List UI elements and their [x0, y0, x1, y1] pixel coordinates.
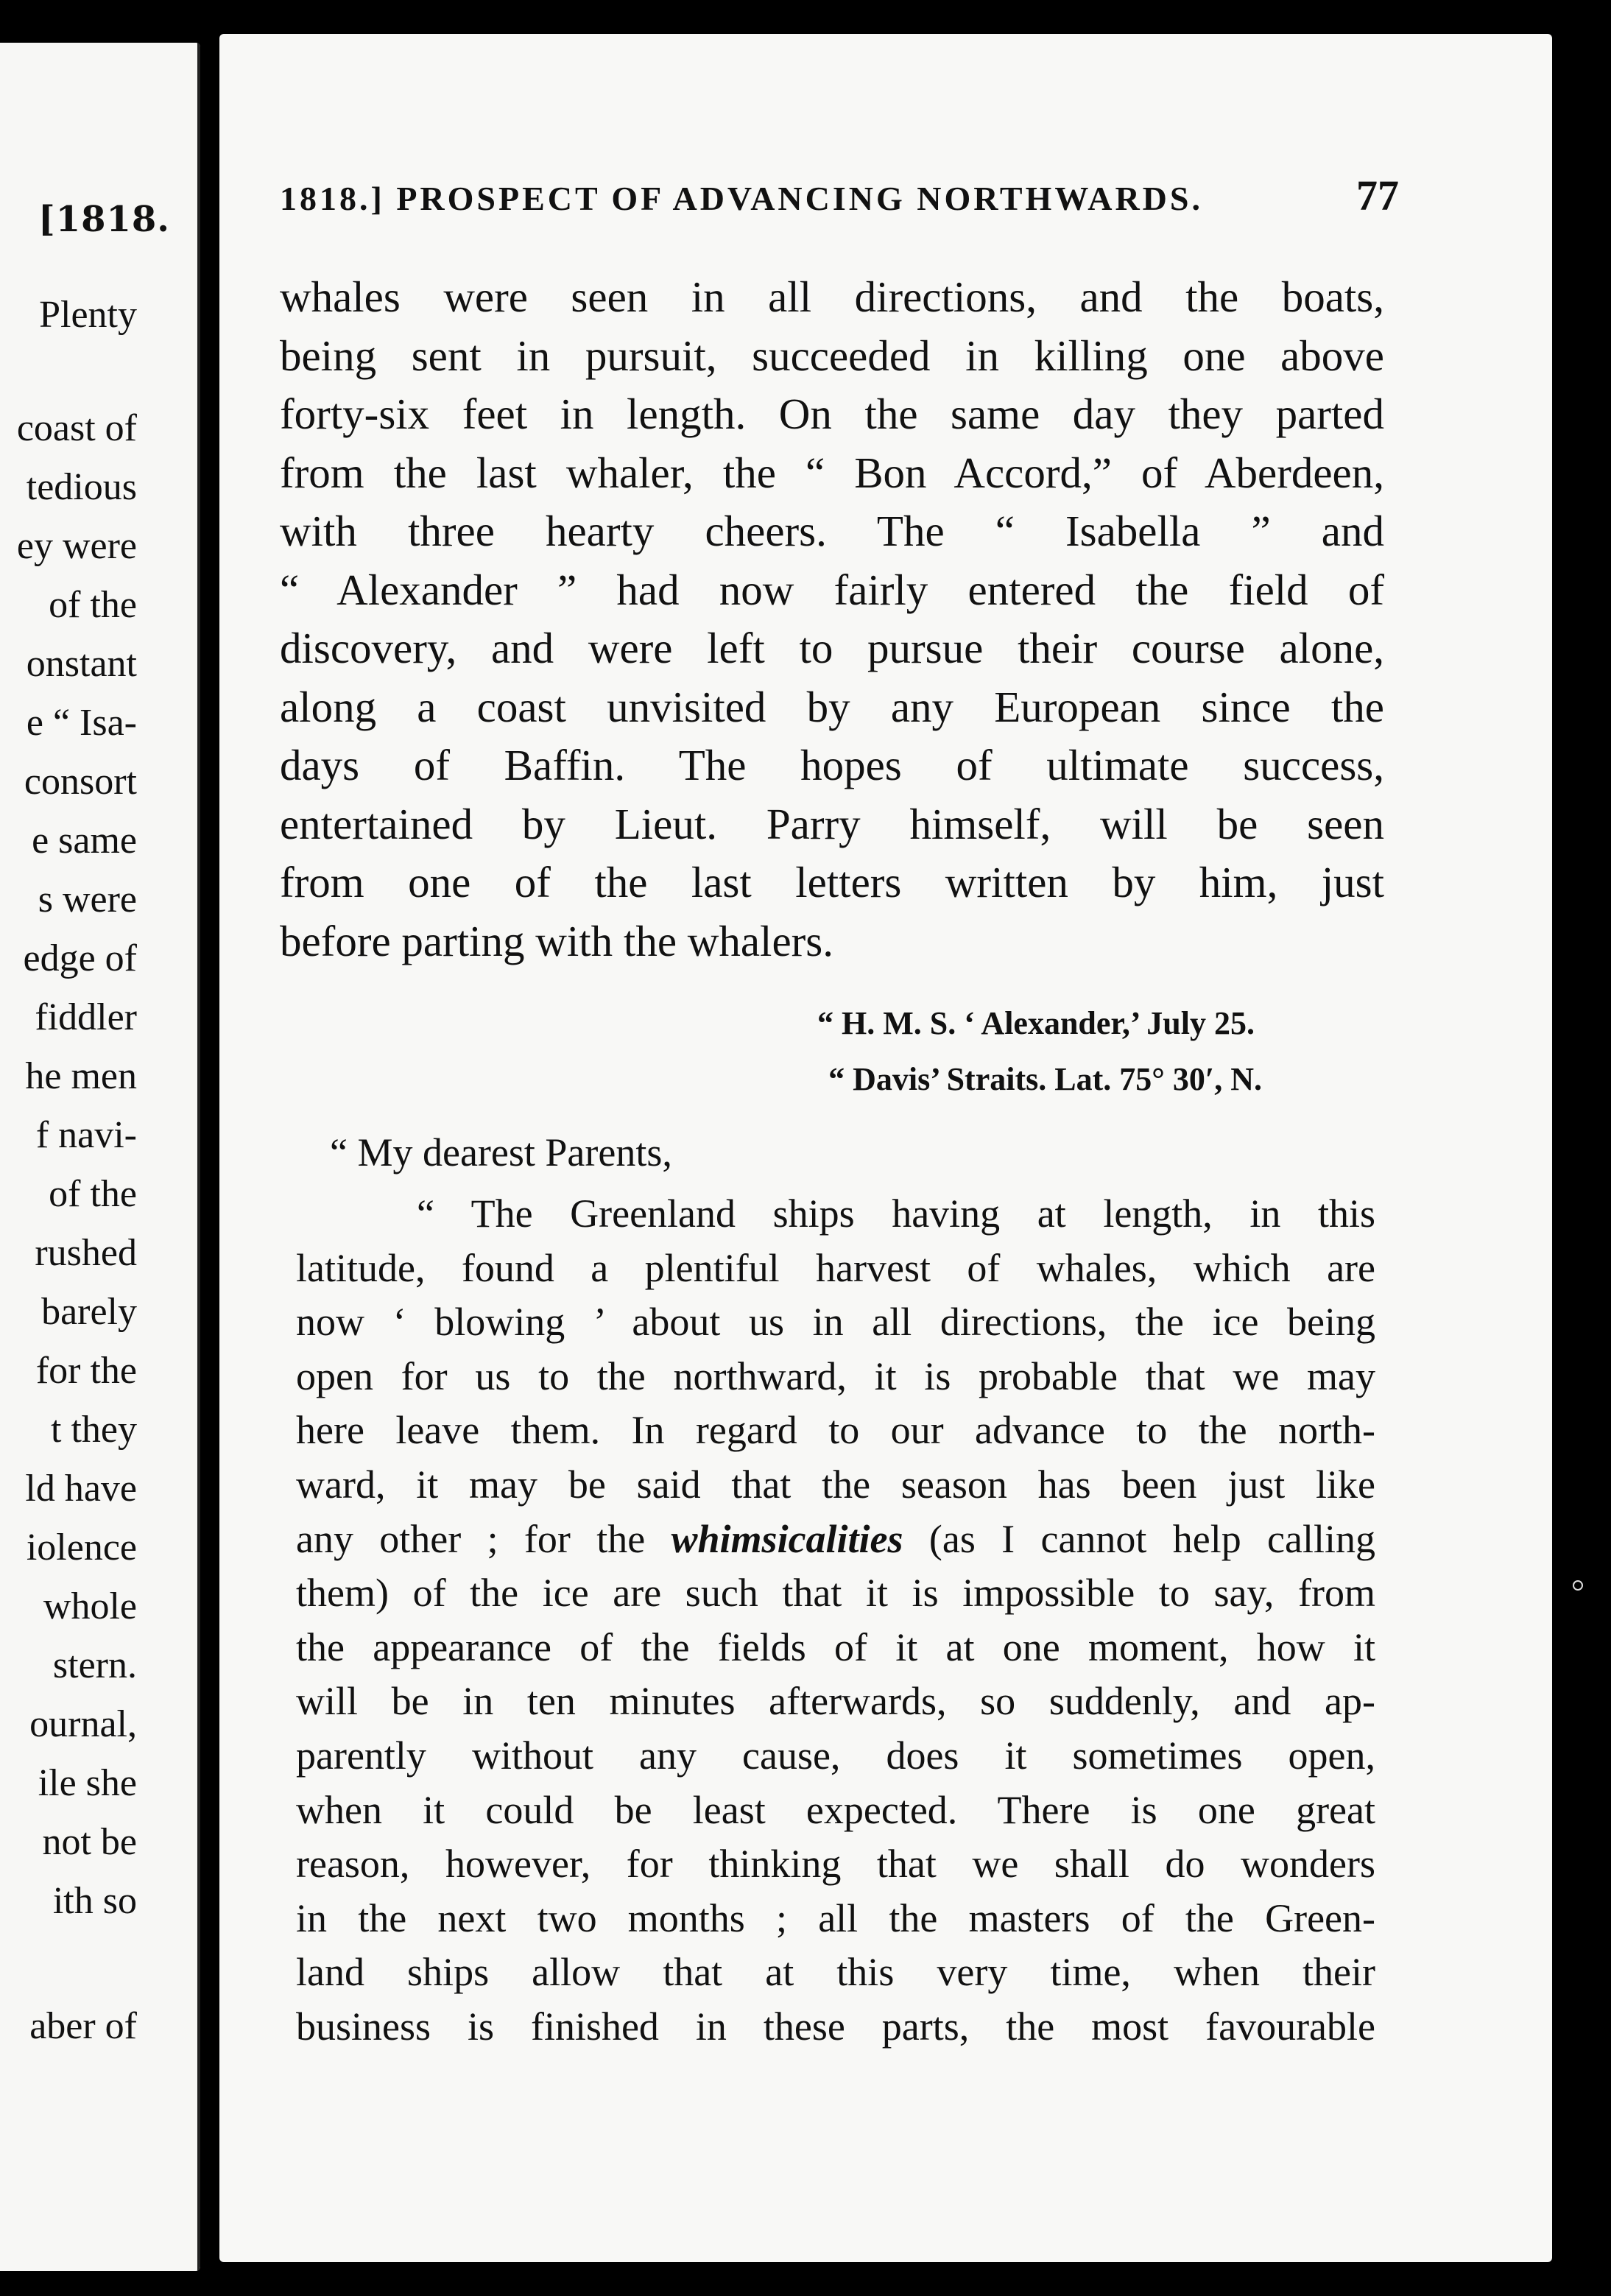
text-segment: any other ; for the [296, 1516, 646, 1561]
letter-dateline: “ H. M. S. ‘ Alexander,’ July 25. [817, 1005, 1255, 1041]
left-line: ournal, [29, 1703, 137, 1745]
narrative-paragraph [280, 268, 1384, 971]
left-line: iolence [26, 1526, 137, 1568]
left-line: aber of [29, 2005, 137, 2047]
text-line: from one of the last letters written by him, just [280, 858, 1384, 906]
letter-dateline: “ Davis’ Straits. Lat. 75° 30′, N. [828, 1061, 1262, 1097]
text-line: the appearance of the fields of it at one moment, how it [296, 1624, 1375, 1669]
left-line: he men [25, 1055, 137, 1097]
left-line: rushed [35, 1232, 137, 1274]
text-line: along a coast unvisited by any European since the [280, 682, 1384, 731]
left-line: whole [43, 1585, 137, 1627]
left-line: stern. [52, 1644, 137, 1686]
book-page [219, 34, 1552, 2262]
left-line: edge of [23, 937, 137, 979]
left-line: t they [51, 1409, 137, 1451]
text-line: ward, it may be said that the season has been just like [296, 1462, 1375, 1507]
text-line: parently without any cause, does it sometimes open, [296, 1733, 1375, 1778]
left-line: ey were [16, 525, 137, 567]
text-line: in the next two months ; all the masters of the Green- [296, 1895, 1375, 1940]
left-line: consort [24, 761, 137, 803]
page-number: 77 [1356, 172, 1399, 219]
letter-salutation: “ My dearest Parents, [330, 1130, 672, 1175]
left-line: ith so [52, 1880, 137, 1922]
running-header [280, 171, 1399, 220]
text-line: with three hearty cheers. The “ Isabella ” and [280, 507, 1384, 555]
text-line: days of Baffin. The hopes of ultimate success, [280, 741, 1384, 789]
text-line: now ‘ blowing ’ about us in all directions, the ice being [296, 1300, 1375, 1345]
text-line: forty-six feet in length. On the same day they parted [280, 390, 1384, 438]
left-page-fragment [0, 43, 200, 2271]
left-line: e same [32, 820, 137, 862]
text-line: “ The Greenland ships having at length, in this [417, 1191, 1375, 1236]
left-line: ile she [38, 1762, 137, 1804]
text-line: from the last whaler, the “ Bon Accord,” of Aberdeen, [280, 448, 1384, 497]
left-line: coast of [16, 407, 137, 449]
left-line: e “ Isa- [26, 702, 137, 744]
text-line: reason, however, for thinking that we shall do wonders [296, 1842, 1375, 1887]
text-line: before parting with the whalers. [280, 916, 833, 965]
text-line: here leave them. In regard to our advance to the north- [296, 1408, 1375, 1453]
left-line: not be [42, 1821, 137, 1863]
left-line: of the [49, 584, 137, 626]
left-line: s were [38, 878, 137, 920]
text-line: land ships allow that at this very time, when their [296, 1950, 1375, 1995]
text-line: business is finished in these parts, the most favourable [296, 2004, 1375, 2049]
scan-artifact-dot [1573, 1580, 1583, 1591]
text-line: whales were seen in all directions, and the boats, [280, 272, 1384, 321]
text-line: discovery, and were left to pursue their course alone, [280, 624, 1384, 672]
left-line: Plenty [39, 294, 137, 336]
text-segment: (as I cannot help calling [928, 1516, 1375, 1561]
running-title: 1818.] PROSPECT OF ADVANCING NORTHWARDS. [280, 180, 1203, 217]
text-line: being sent in pursuit, succeeded in killing one above [280, 331, 1384, 380]
left-line: fiddler [35, 996, 137, 1038]
text-line: “ Alexander ” had now fairly entered the field of [280, 565, 1384, 614]
left-page-header: [1818. [38, 199, 171, 240]
left-line: tedious [26, 466, 137, 508]
left-line: onstant [26, 643, 137, 685]
letter-body [296, 1187, 1375, 2054]
left-line: ld have [25, 1468, 137, 1510]
left-line: f navi- [35, 1114, 137, 1156]
text-line: entertained by Lieut. Parry himself, will be seen [280, 799, 1384, 848]
left-line: for the [35, 1350, 137, 1392]
text-line: will be in ten minutes afterwards, so suddenly, and ap- [296, 1679, 1375, 1724]
text-line: open for us to the northward, it is probable that we may [296, 1353, 1375, 1398]
page-gutter [197, 43, 200, 2271]
text-line: latitude, found a plentiful harvest of whales, which are [296, 1245, 1375, 1290]
left-line: of the [49, 1173, 137, 1215]
text-line: them) of the ice are such that it is impossible to say, from [296, 1571, 1375, 1616]
text-line: when it could be least expected. There is one great [296, 1787, 1375, 1832]
text-line [296, 1513, 1375, 1567]
italic-word: whimsicalities [671, 1516, 903, 1561]
left-line: barely [41, 1291, 137, 1333]
